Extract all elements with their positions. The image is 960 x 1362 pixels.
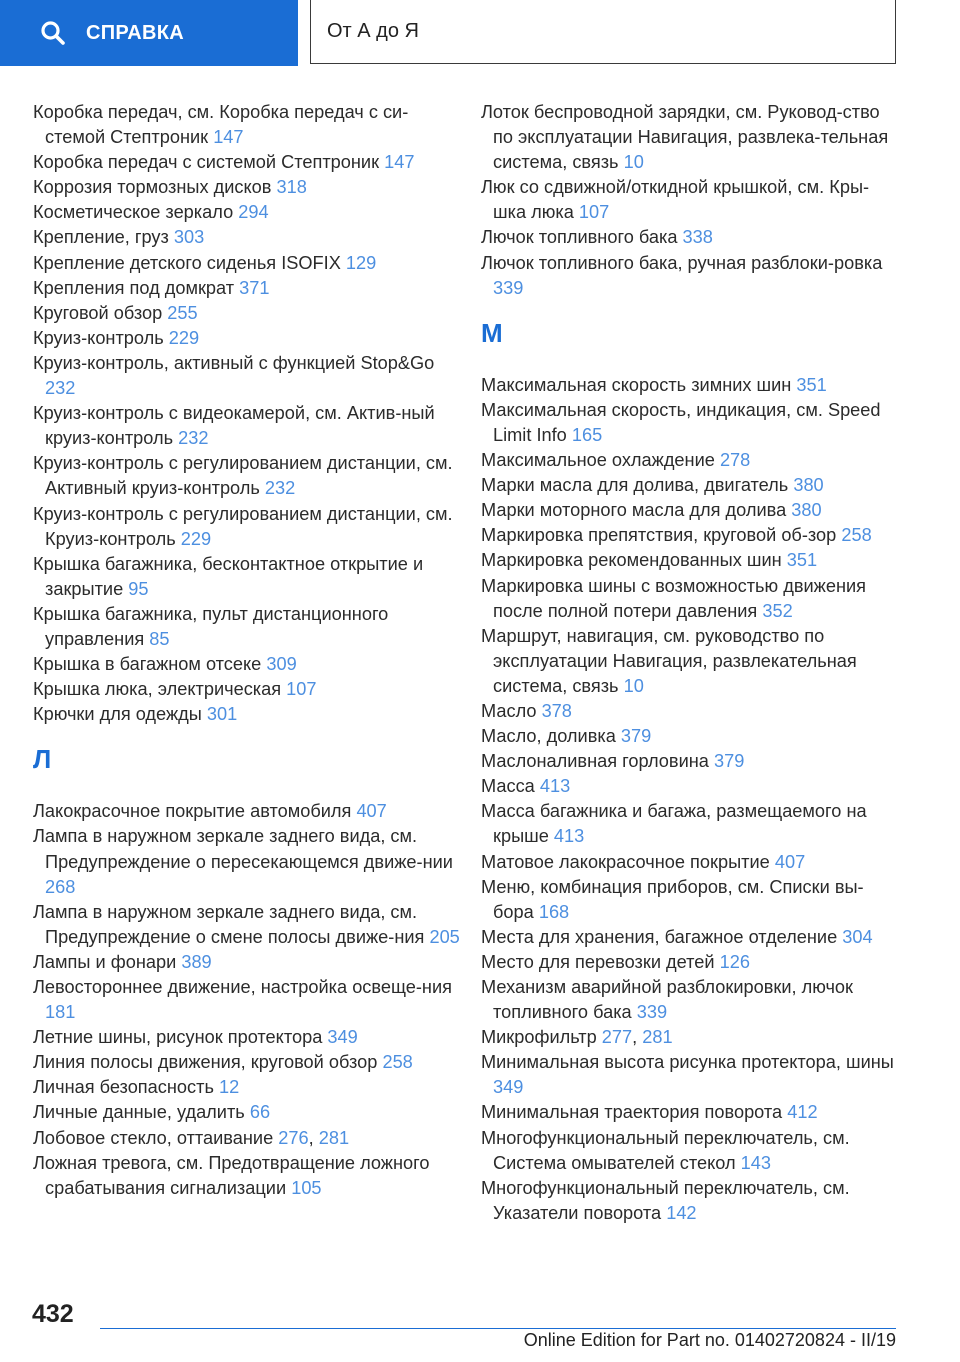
page-link[interactable]: 229 xyxy=(168,327,200,348)
index-entry-text: Крышка багажника, пульт дистанционного управления xyxy=(33,603,389,649)
page-link[interactable]: 12 xyxy=(219,1077,240,1098)
index-entry-text: Маркировка препятствия, круговой об-зор xyxy=(481,525,837,546)
index-entry xyxy=(33,351,463,401)
page-link[interactable]: 232 xyxy=(178,428,209,449)
index-entry xyxy=(481,799,901,849)
index-entry-text: Круиз-контроль, активный с функцией Stop&Go xyxy=(33,352,435,373)
index-entry xyxy=(481,1126,901,1176)
page-link[interactable]: 380 xyxy=(791,500,822,521)
index-entry xyxy=(481,975,901,1025)
index-entry-text: Матовое лакокрасочное покрытие xyxy=(481,851,770,872)
index-entry-text: Место для перевозки детей xyxy=(481,951,715,972)
page-link[interactable]: 281 xyxy=(318,1127,350,1148)
index-entry xyxy=(33,677,463,702)
page-link[interactable]: 380 xyxy=(793,475,824,496)
page-link[interactable]: 379 xyxy=(713,751,745,772)
search-button[interactable] xyxy=(0,0,298,66)
page-link[interactable]: 232 xyxy=(45,378,76,399)
index-entry xyxy=(33,900,463,950)
page-link[interactable]: 407 xyxy=(356,801,387,822)
index-entry-text: Круиз-контроль с регулированием дистанции, см. Активный круиз-контроль xyxy=(33,453,453,499)
index-entry-text: Крепление, груз xyxy=(33,227,169,248)
page-link[interactable]: 165 xyxy=(571,424,603,445)
index-entry-text: Лоток беспроводной зарядки, см. Руковод-ство по эксплуатации Навигация, развлека-тельная система, связь xyxy=(481,102,889,173)
index-entry xyxy=(33,200,463,225)
index-entry-text: Круиз-контроль с регулированием дистанции, см. Круиз-контроль xyxy=(33,503,453,549)
index-entry xyxy=(481,473,901,498)
index-entry-text: Левостороннее движение, настройка освеще-ния xyxy=(33,977,452,997)
page-link[interactable]: 168 xyxy=(538,901,570,922)
page-link[interactable]: 107 xyxy=(578,202,610,223)
page-separator: , xyxy=(632,1027,638,1048)
index-entry xyxy=(481,724,901,749)
index-entry xyxy=(481,100,901,175)
index-entry-text: Коррозия тормозных дисков xyxy=(33,177,272,198)
footer xyxy=(0,1290,960,1362)
page-link[interactable]: 143 xyxy=(740,1152,771,1173)
index-entry xyxy=(481,448,901,473)
page-link[interactable]: 10 xyxy=(623,675,644,696)
page-title: От А до Я xyxy=(327,20,419,42)
index-entry-text: Ложная тревога, см. Предотвращение ложного срабатывания сигнализации xyxy=(33,1152,430,1198)
index-entry-text: Крепления под домкрат xyxy=(33,277,235,298)
index-entry-text: Личные данные, удалить xyxy=(33,1102,245,1123)
page-link[interactable]: 268 xyxy=(45,876,76,897)
index-entry-text: Лакокрасочное покрытие автомобиля xyxy=(33,801,352,822)
index-entry xyxy=(33,1050,463,1075)
index-entry xyxy=(33,1100,463,1125)
index-entry xyxy=(33,100,463,150)
edition-info: Online Edition for Part no. 01402720824 - II/19 xyxy=(523,1330,896,1350)
page-link[interactable]: 304 xyxy=(842,926,873,947)
index-entry-text: Маркировка шины с возможностью движения после полной потери давления xyxy=(481,575,866,621)
index-entry xyxy=(33,702,463,727)
page-link[interactable]: 371 xyxy=(239,277,270,298)
page-link[interactable]: 338 xyxy=(682,227,713,248)
index-entry-text: Круговой обзор xyxy=(33,302,163,323)
index-entry xyxy=(481,925,901,950)
index-entry xyxy=(481,498,901,523)
index-entry-text: Минимальная траектория поворота xyxy=(481,1102,783,1123)
index-entry-text: Люк со сдвижной/откидной крышкой, см. Кры-шка люка xyxy=(481,177,870,223)
index-entry-text: Крышка люка, электрическая xyxy=(33,679,282,700)
page-link[interactable]: 413 xyxy=(539,776,571,797)
page-link[interactable]: 85 xyxy=(149,628,170,649)
index-entry xyxy=(481,225,901,250)
index-entry xyxy=(33,276,463,301)
search-label: СПРАВКА xyxy=(86,21,185,44)
page-number: 432 xyxy=(32,1300,74,1328)
index-entry-text: Крючки для одежды xyxy=(33,704,202,725)
index-entry-text: Лампа в наружном зеркале заднего вида, см. Предупреждение о смене полосы движе-ния xyxy=(33,901,425,947)
index-entry-text: Лючок топливного бака xyxy=(481,227,678,248)
page-link[interactable]: 147 xyxy=(213,127,244,148)
page-link[interactable]: 255 xyxy=(167,302,198,323)
index-entry xyxy=(33,401,463,451)
page-link[interactable]: 379 xyxy=(620,726,652,747)
index-entry-text: Места для хранения, багажное отделение xyxy=(481,926,838,947)
index-entry xyxy=(481,1050,901,1100)
index-entry xyxy=(33,1025,463,1050)
page-link[interactable]: 147 xyxy=(384,152,415,173)
page-link[interactable]: 129 xyxy=(345,252,377,273)
index-entry-text: Маркировка рекомендованных шин xyxy=(481,550,782,571)
index-entry-text: Коробка передач, см. Коробка передач с си-стемой Стептроник xyxy=(33,102,409,148)
page-link[interactable]: 378 xyxy=(541,700,572,721)
page-link[interactable]: 258 xyxy=(841,525,872,546)
index-entry xyxy=(33,652,463,677)
index-entry xyxy=(481,548,901,573)
index-entry-text: Марки моторного масла для долива xyxy=(481,500,787,521)
page-link[interactable]: 66 xyxy=(249,1102,271,1123)
index-entry xyxy=(481,1025,901,1050)
index-entry-text: Круиз-контроль xyxy=(33,327,164,348)
index-letter-heading: М xyxy=(481,317,503,348)
index-entry-text: Максимальная скорость зимних шин xyxy=(481,374,792,395)
page-link[interactable]: 407 xyxy=(774,851,806,872)
page-link[interactable]: 351 xyxy=(786,550,818,571)
search-icon xyxy=(40,20,66,46)
page-link[interactable]: 232 xyxy=(264,478,296,499)
index-entry xyxy=(33,1151,463,1201)
page-link[interactable]: 276 xyxy=(278,1127,309,1148)
index-entry-text: Коробка передач с системой Стептроник xyxy=(33,152,380,173)
page-link[interactable]: 278 xyxy=(719,450,751,471)
index-entry-text: Масло, доливка xyxy=(481,726,616,747)
page-link[interactable]: 318 xyxy=(276,177,307,198)
index-entry-text: Крышка багажника, бесконтактное открытие и закрытие xyxy=(33,553,424,599)
index-entry xyxy=(481,850,901,875)
index-entry xyxy=(33,799,463,824)
index-entry-text: Многофункциональный переключатель, см. Система омывателей стекол xyxy=(481,1127,850,1173)
index-entry-text: Круиз-контроль с видеокамерой, см. Актив-ный круиз-контроль xyxy=(33,403,435,449)
index-entry-text: Маршрут, навигация, см. руководство по эксплуатации Навигация, развлекательная система, связь xyxy=(481,625,857,696)
page-link[interactable]: 412 xyxy=(787,1102,818,1123)
index-entry xyxy=(481,875,901,925)
index-entry xyxy=(481,398,901,448)
index-entry-text: Масса xyxy=(481,776,535,797)
index-entry xyxy=(33,175,463,200)
index-entry xyxy=(33,301,463,326)
index-entry xyxy=(33,451,463,501)
page-link[interactable]: 303 xyxy=(173,227,205,248)
page-link[interactable]: 389 xyxy=(181,951,212,972)
index-entry xyxy=(481,1176,901,1226)
index-entry xyxy=(33,251,463,276)
index-entry-text: Крышка в багажном отсеке xyxy=(33,654,262,675)
index-entry-text: Марки масла для долива, двигатель xyxy=(481,475,789,496)
page-link[interactable]: 339 xyxy=(493,277,524,298)
index-entry-text: Лампы и фонари xyxy=(33,951,177,972)
index-entry xyxy=(481,523,901,548)
index-entry xyxy=(33,225,463,250)
index-entry xyxy=(481,175,901,225)
index-entry xyxy=(481,373,901,398)
page-link[interactable]: 10 xyxy=(623,152,644,173)
page-link[interactable]: 105 xyxy=(291,1177,322,1198)
index-entry-text: Минимальная высота рисунка протектора, шины xyxy=(481,1052,894,1073)
index-entry-text: Личная безопасность xyxy=(33,1077,214,1098)
page-link[interactable]: 413 xyxy=(553,826,585,847)
section-title-box xyxy=(310,0,896,64)
index-entry xyxy=(33,552,463,602)
index-entry xyxy=(33,326,463,351)
page-link[interactable]: 352 xyxy=(762,600,793,621)
index-entry-text: Масло xyxy=(481,700,537,721)
page-link[interactable]: 301 xyxy=(206,704,238,725)
page-link[interactable]: 107 xyxy=(286,679,317,700)
index-entry-text: Механизм аварийной разблокировки, лючок топливного бака xyxy=(481,977,853,1023)
index-entry-text: Многофункциональный переключатель, см. Указатели поворота xyxy=(481,1177,850,1223)
index-entry xyxy=(33,1126,463,1151)
index-entry xyxy=(33,502,463,552)
page-link[interactable]: 258 xyxy=(382,1052,413,1073)
index-entry xyxy=(33,150,463,175)
index-entry xyxy=(481,699,901,724)
index-entry xyxy=(33,950,463,975)
page-link[interactable]: 349 xyxy=(493,1077,524,1098)
index-entry-text: Максимальная скорость, индикация, см. Speed Limit Info xyxy=(481,399,881,445)
index-entry-text: Микрофильтр xyxy=(481,1027,597,1048)
index-entry-text: Летние шины, рисунок протектора xyxy=(33,1027,323,1048)
index-entry-text: Крепление детского сиденья ISOFIX xyxy=(33,252,341,273)
index-entry-text: Косметическое зеркало xyxy=(33,202,234,223)
index-entry-text: Максимальное охлаждение xyxy=(481,450,715,471)
page-link[interactable]: 277 xyxy=(601,1027,633,1048)
index-entry xyxy=(33,1075,463,1100)
index-entry xyxy=(33,975,463,1025)
index-entry-text: Линия полосы движения, круговой обзор xyxy=(33,1052,378,1073)
page-link[interactable]: 281 xyxy=(642,1027,673,1048)
index-entry-text: Лючок топливного бака, ручная разблоки-ровка xyxy=(481,252,883,273)
index-entry xyxy=(481,749,901,774)
index-entry xyxy=(481,950,901,975)
index-entry-text: Меню, комбинация приборов, см. Списки вы-бора xyxy=(481,876,864,922)
index-letter-heading: Л xyxy=(33,744,52,775)
index-entry xyxy=(33,824,463,899)
index-entry xyxy=(481,624,901,699)
page-link[interactable]: 309 xyxy=(266,654,297,675)
index-entry-text: Лобовое стекло, оттаивание xyxy=(33,1127,274,1148)
index-entry-text: Лампа в наружном зеркале заднего вида, см. Предупреждение о пересекающемся движе-нии xyxy=(33,826,453,872)
page-link[interactable]: 142 xyxy=(666,1202,697,1223)
page-link[interactable]: 339 xyxy=(636,1002,668,1023)
page-link[interactable]: 205 xyxy=(429,926,460,947)
footer-divider xyxy=(100,1328,896,1329)
page-separator: , xyxy=(308,1127,314,1148)
page-link[interactable]: 126 xyxy=(719,951,750,972)
index-entry xyxy=(481,251,901,301)
page-link[interactable]: 229 xyxy=(180,528,212,549)
page-link[interactable]: 294 xyxy=(238,202,269,223)
index-entry-text: Масса багажника и багажа, размещаемого на крыше xyxy=(481,801,867,847)
index-column-left xyxy=(33,100,463,1201)
index-column-right xyxy=(481,100,901,1226)
page-link[interactable]: 181 xyxy=(45,1002,76,1023)
index-entry-text: Маслоналивная горловина xyxy=(481,751,709,772)
index-entry xyxy=(481,574,901,624)
index-entry xyxy=(481,1100,901,1125)
index-entry xyxy=(33,602,463,652)
header xyxy=(0,0,960,66)
index-entry xyxy=(481,774,901,799)
page-link[interactable]: 349 xyxy=(327,1027,358,1048)
page-link[interactable]: 95 xyxy=(128,578,149,599)
page-link[interactable]: 351 xyxy=(796,374,827,395)
